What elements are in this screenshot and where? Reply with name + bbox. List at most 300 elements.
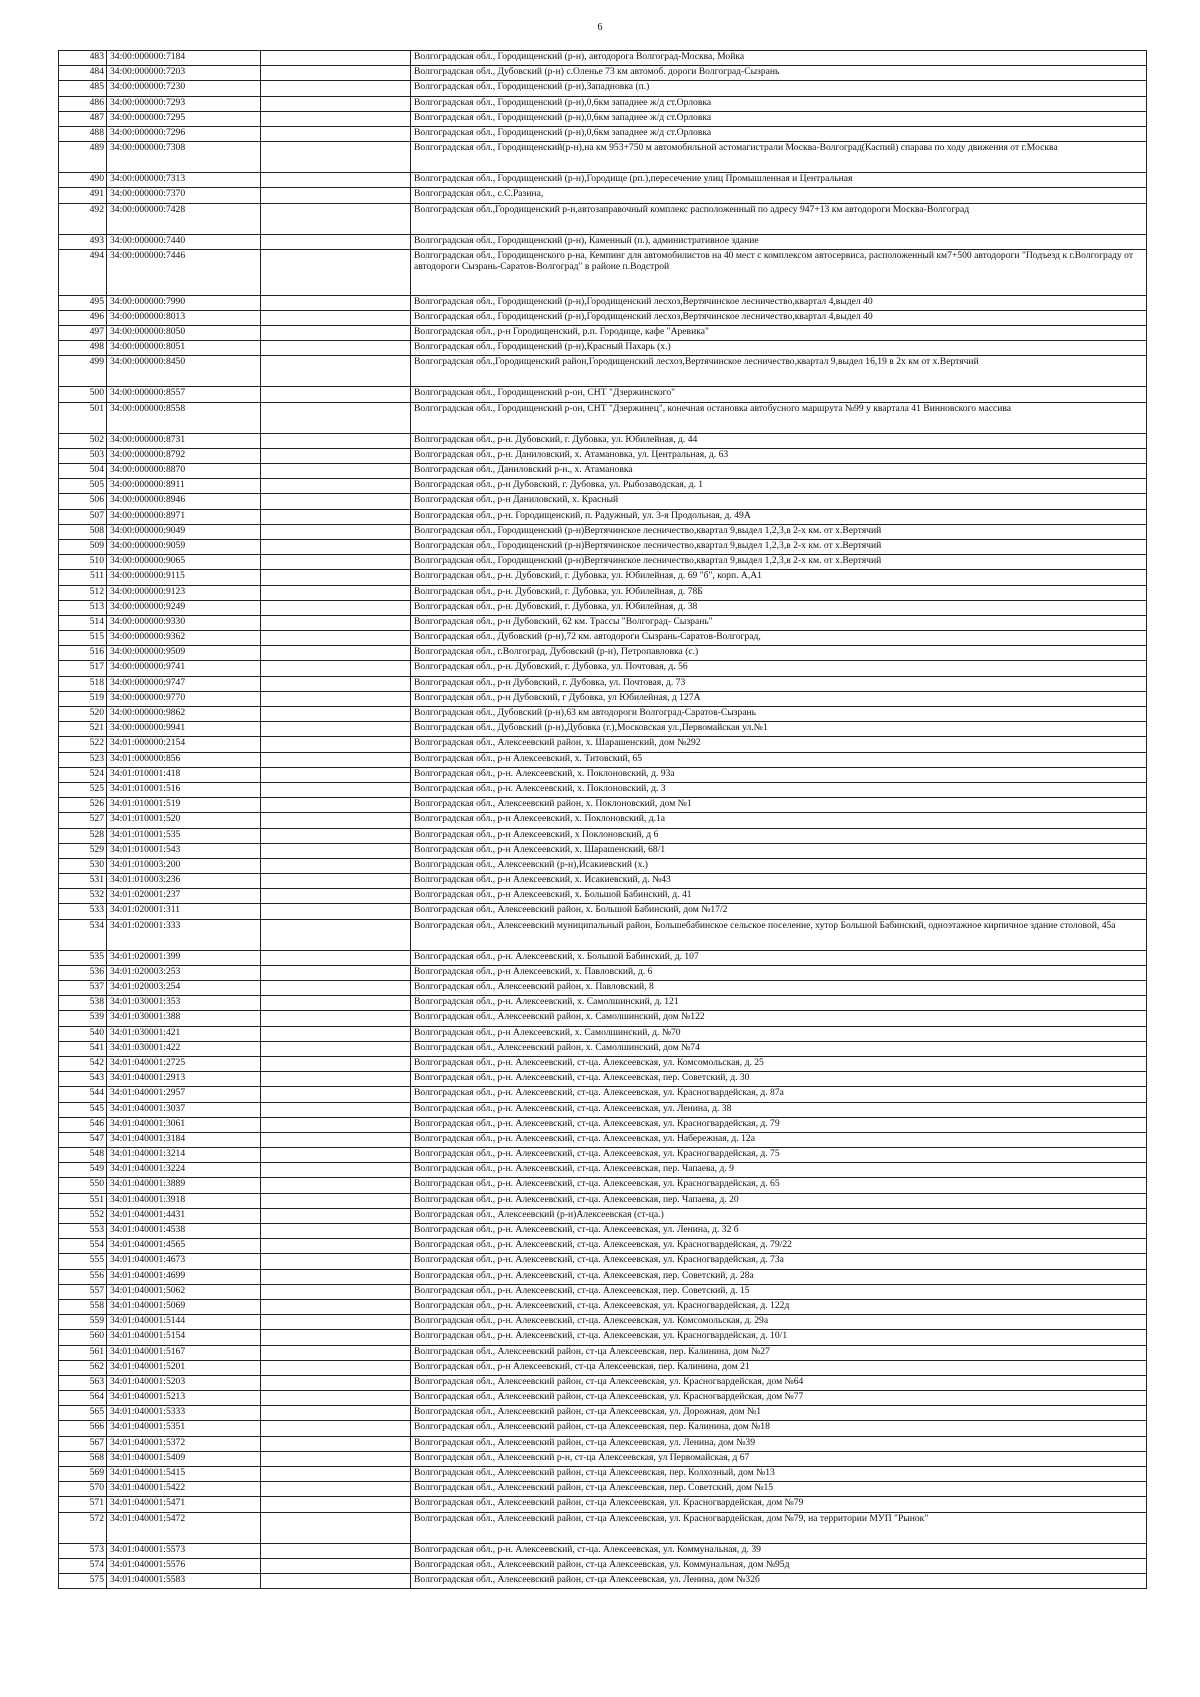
row-number-cell: 516: [59, 646, 107, 661]
row-number-cell: 505: [59, 479, 107, 494]
table-row: [59, 585, 1147, 600]
empty-cell: [261, 326, 411, 341]
address-cell: Волгоградская обл., Алексеевский район, ст-ца Алексеевская, ул. Ленина, дом №39: [411, 1436, 1147, 1451]
cadastral-number-cell: 34:00:000000:7446: [107, 249, 261, 295]
table-row: [59, 919, 1147, 950]
table-row: [59, 1132, 1147, 1147]
cadastral-number-cell: 34:00:000000:9747: [107, 676, 261, 691]
table-row: [59, 676, 1147, 691]
table-row: [59, 1056, 1147, 1071]
empty-cell: [261, 1072, 411, 1087]
row-number-cell: 537: [59, 981, 107, 996]
empty-cell: [261, 81, 411, 96]
empty-cell: [261, 889, 411, 904]
empty-cell: [261, 1315, 411, 1330]
table-row: [59, 142, 1147, 173]
address-cell: Волгоградская обл., р-н. Алексеевский, ст-ца. Алексеевская, ул. Красногвардейская, д. 73а: [411, 1254, 1147, 1269]
empty-cell: [261, 1421, 411, 1436]
cadastral-number-cell: 34:00:000000:7203: [107, 66, 261, 81]
cadastral-number-cell: 34:01:040001:5144: [107, 1315, 261, 1330]
table-row: [59, 1148, 1147, 1163]
row-number-cell: 574: [59, 1558, 107, 1573]
address-cell: Волгоградская обл., р-н. Алексеевский, ст-ца. Алексеевская, пер. Чапаева, д. 20: [411, 1193, 1147, 1208]
empty-cell: [261, 874, 411, 889]
table-row: [59, 631, 1147, 646]
empty-cell: [261, 1451, 411, 1466]
empty-cell: [261, 1178, 411, 1193]
address-cell: Волгоградская обл., р-н. Алексеевский, х. Большой Бабинский, д. 107: [411, 950, 1147, 965]
cadastral-number-cell: 34:01:000000:2154: [107, 737, 261, 752]
table-row: [59, 433, 1147, 448]
cadastral-number-cell: 34:00:000000:8870: [107, 464, 261, 479]
cadastral-number-cell: 34:01:040001:3224: [107, 1163, 261, 1178]
row-number-cell: 486: [59, 96, 107, 111]
row-number-cell: 518: [59, 676, 107, 691]
empty-cell: [261, 188, 411, 203]
table-row: [59, 874, 1147, 889]
row-number-cell: 500: [59, 387, 107, 402]
table-row: [59, 1375, 1147, 1390]
address-cell: Волгоградская обл., р-н Дубовский, г. Дубовка, ул. Рыбозаводская, д. 1: [411, 479, 1147, 494]
cadastral-number-cell: 34:01:010003:236: [107, 874, 261, 889]
table-row: [59, 965, 1147, 980]
address-cell: Волгоградская обл., Алексеевский (р-н),Исакиевский (х.): [411, 858, 1147, 873]
row-number-cell: 560: [59, 1330, 107, 1345]
row-number-cell: 564: [59, 1391, 107, 1406]
address-cell: Волгоградская обл., р-н. Алексеевский, ст-ца. Алексеевская, ул. Комсомольская, д. 29а: [411, 1315, 1147, 1330]
row-number-cell: 573: [59, 1543, 107, 1558]
table-row: [59, 1467, 1147, 1482]
row-number-cell: 566: [59, 1421, 107, 1436]
row-number-cell: 509: [59, 539, 107, 554]
table-row: [59, 1360, 1147, 1375]
table-row: [59, 356, 1147, 387]
empty-cell: [261, 996, 411, 1011]
address-cell: Волгоградская обл., Дубовский (р-н),63 км автодороги Волгоград-Саратов-Сызрань: [411, 707, 1147, 722]
address-cell: Волгоградская обл., р-н. Алексеевский, ст-ца. Алексеевская, пер. Советский, д. 28а: [411, 1269, 1147, 1284]
empty-cell: [261, 433, 411, 448]
table-row: [59, 1573, 1147, 1588]
empty-cell: [261, 66, 411, 81]
cadastral-number-cell: 34:01:040001:4431: [107, 1208, 261, 1223]
table-row: [59, 1026, 1147, 1041]
cadastral-number-cell: 34:00:000000:7295: [107, 111, 261, 126]
cadastral-number-cell: 34:01:040001:5422: [107, 1482, 261, 1497]
address-cell: Волгоградская обл., р-н. Даниловский, х. Атамановка, ул. Центральная, д. 63: [411, 448, 1147, 463]
cadastral-number-cell: 34:00:000000:9770: [107, 691, 261, 706]
empty-cell: [261, 1208, 411, 1223]
address-cell: Волгоградская обл., р-н. Дубовский, г. Дубовка, ул. Юбилейная, д. 44: [411, 433, 1147, 448]
address-cell: Волгоградская обл., р-н. Алексеевский, ст-ца. Алексеевская, ул. Красногвардейская, д. 79/22: [411, 1239, 1147, 1254]
table-row: [59, 1117, 1147, 1132]
empty-cell: [261, 1406, 411, 1421]
empty-cell: [261, 509, 411, 524]
address-cell: Волгоградская обл.,Городищенский р-н,автозаправочный комплекс расположенный по адресу 947+13 км автодороги Москва-Волгоград: [411, 203, 1147, 234]
row-number-cell: 483: [59, 51, 107, 66]
cadastral-number-cell: 34:01:040001:5409: [107, 1451, 261, 1466]
row-number-cell: 493: [59, 234, 107, 249]
empty-cell: [261, 464, 411, 479]
address-cell: Волгоградская обл., р-н. Алексеевский, ст-ца. Алексеевская, ул. Ленина, д. 32 б: [411, 1224, 1147, 1239]
empty-cell: [261, 173, 411, 188]
row-number-cell: 554: [59, 1239, 107, 1254]
empty-cell: [261, 539, 411, 554]
empty-cell: [261, 1056, 411, 1071]
empty-cell: [261, 1193, 411, 1208]
cadastral-number-cell: 34:00:000000:7990: [107, 295, 261, 310]
empty-cell: [261, 142, 411, 173]
row-number-cell: 513: [59, 600, 107, 615]
table-row: [59, 661, 1147, 676]
address-cell: Волгоградская обл., Дубовский (р-н),Дубовка (г.),Московская ул.,Первомайская ул.№1: [411, 722, 1147, 737]
table-row: [59, 326, 1147, 341]
cadastral-number-cell: 34:01:040001:2913: [107, 1072, 261, 1087]
table-row: [59, 402, 1147, 433]
address-cell: Волгоградская обл., Городищенский (р-н),Красный Пахарь (х.): [411, 341, 1147, 356]
address-cell: Волгоградская обл., Алексеевский район, ст-ца Алексеевская, пер. Калинина, дом №18: [411, 1421, 1147, 1436]
address-cell: Волгоградская обл., Алексеевский район, ст-ца Алексеевская, ул. Красногвардейская, дом №64: [411, 1375, 1147, 1390]
table-row: [59, 570, 1147, 585]
address-cell: Волгоградская обл., р-н. Алексеевский, ст-ца. Алексеевская, ул. Набережная, д. 12а: [411, 1132, 1147, 1147]
cadastral-number-cell: 34:01:040001:5573: [107, 1543, 261, 1558]
table-row: [59, 111, 1147, 126]
cadastral-number-cell: 34:00:000000:9741: [107, 661, 261, 676]
empty-cell: [261, 1482, 411, 1497]
row-number-cell: 550: [59, 1178, 107, 1193]
table-row: [59, 1072, 1147, 1087]
row-number-cell: 525: [59, 782, 107, 797]
row-number-cell: 496: [59, 310, 107, 325]
empty-cell: [261, 1087, 411, 1102]
address-cell: Волгоградская обл., р-н Алексеевский, ст-ца Алексеевская, пер. Калинина, дом 21: [411, 1360, 1147, 1375]
empty-cell: [261, 843, 411, 858]
empty-cell: [261, 356, 411, 387]
empty-cell: [261, 813, 411, 828]
row-number-cell: 532: [59, 889, 107, 904]
table-row: [59, 494, 1147, 509]
empty-cell: [261, 1011, 411, 1026]
row-number-cell: 488: [59, 126, 107, 141]
table-row: [59, 1406, 1147, 1421]
empty-cell: [261, 1360, 411, 1375]
address-cell: Волгоградская обл., Алексеевский район, ст-ца Алексеевская, ул. Дорожная, дом №1: [411, 1406, 1147, 1421]
cadastral-number-cell: 34:01:040001:5062: [107, 1284, 261, 1299]
empty-cell: [261, 249, 411, 295]
row-number-cell: 541: [59, 1041, 107, 1056]
table-row: [59, 310, 1147, 325]
cadastral-number-cell: 34:01:030001:388: [107, 1011, 261, 1026]
table-row: [59, 1208, 1147, 1223]
empty-cell: [261, 782, 411, 797]
row-number-cell: 571: [59, 1497, 107, 1512]
empty-cell: [261, 691, 411, 706]
row-number-cell: 552: [59, 1208, 107, 1223]
row-number-cell: 562: [59, 1360, 107, 1375]
table-row: [59, 341, 1147, 356]
row-number-cell: 530: [59, 858, 107, 873]
address-cell: Волгоградская обл., Алексеевский район, х. Поклоновский, дом №1: [411, 798, 1147, 813]
row-number-cell: 494: [59, 249, 107, 295]
cadastral-number-cell: 34:01:040001:2957: [107, 1087, 261, 1102]
address-cell: Волгоградская обл., Городищенский (р-н), автодорога Волгоград-Москва, Мойка: [411, 51, 1147, 66]
cadastral-number-cell: 34:00:000000:8971: [107, 509, 261, 524]
empty-cell: [261, 661, 411, 676]
address-cell: Волгоградская обл., р-н Городищенский, р.п. Городище, кафе "Аревика": [411, 326, 1147, 341]
table-row: [59, 387, 1147, 402]
row-number-cell: 531: [59, 874, 107, 889]
row-number-cell: 487: [59, 111, 107, 126]
empty-cell: [261, 1102, 411, 1117]
empty-cell: [261, 615, 411, 630]
cadastral-number-cell: 34:00:000000:7184: [107, 51, 261, 66]
table-row: [59, 234, 1147, 249]
empty-cell: [261, 1436, 411, 1451]
table-row: [59, 1482, 1147, 1497]
address-cell: Волгоградская обл., р-н Алексеевский, х. Павловский, д. 6: [411, 965, 1147, 980]
registry-table: [58, 50, 1147, 1589]
empty-cell: [261, 752, 411, 767]
row-number-cell: 569: [59, 1467, 107, 1482]
row-number-cell: 520: [59, 707, 107, 722]
cadastral-number-cell: 34:01:040001:5583: [107, 1573, 261, 1588]
empty-cell: [261, 676, 411, 691]
address-cell: Волгоградская обл., р-н. Алексеевский, ст-ца. Алексеевская, ул. Комсомольская, д. 25: [411, 1056, 1147, 1071]
row-number-cell: 511: [59, 570, 107, 585]
table-row: [59, 707, 1147, 722]
cadastral-number-cell: 34:00:000000:9862: [107, 707, 261, 722]
cadastral-number-cell: 34:01:040001:3184: [107, 1132, 261, 1147]
table-row: [59, 1284, 1147, 1299]
table-row: [59, 1330, 1147, 1345]
table-row: [59, 1299, 1147, 1314]
cadastral-number-cell: 34:00:000000:9115: [107, 570, 261, 585]
address-cell: Волгоградская обл., р-н Алексеевский, х. Самолшинский, д. №70: [411, 1026, 1147, 1041]
address-cell: Волгоградская обл., Городищенский(р-н),на км 953+750 м автомобильной астомагистрали Москва-Волгоград(Каспий) спарава по ходу движения от г.Москва: [411, 142, 1147, 173]
empty-cell: [261, 1254, 411, 1269]
cadastral-number-cell: 34:01:020003:254: [107, 981, 261, 996]
table-row: [59, 126, 1147, 141]
cadastral-number-cell: 34:00:000000:8450: [107, 356, 261, 387]
address-cell: Волгоградская обл., Алексеевский район, х. Самолшинский, дом №74: [411, 1041, 1147, 1056]
table-row: [59, 600, 1147, 615]
address-cell: Волгоградская обл., р-н. Алексеевский, х. Поклоновский, д. 3: [411, 782, 1147, 797]
address-cell: Волгоградская обл., р-н. Алексеевский, ст-ца. Алексеевская, ул. Коммунальная, д. 39: [411, 1543, 1147, 1558]
cadastral-number-cell: 34:00:000000:9059: [107, 539, 261, 554]
cadastral-number-cell: 34:01:010001:418: [107, 767, 261, 782]
table-row: [59, 1497, 1147, 1512]
table-row: [59, 858, 1147, 873]
table-row: [59, 828, 1147, 843]
empty-cell: [261, 1512, 411, 1543]
address-cell: Волгоградская обл., Городищенский (р-н),Западновка (п.): [411, 81, 1147, 96]
empty-cell: [261, 965, 411, 980]
empty-cell: [261, 310, 411, 325]
empty-cell: [261, 1375, 411, 1390]
row-number-cell: 556: [59, 1269, 107, 1284]
empty-cell: [261, 96, 411, 111]
cadastral-number-cell: 34:01:020003:253: [107, 965, 261, 980]
table-row: [59, 981, 1147, 996]
row-number-cell: 553: [59, 1224, 107, 1239]
row-number-cell: 484: [59, 66, 107, 81]
row-number-cell: 559: [59, 1315, 107, 1330]
table-row: [59, 555, 1147, 570]
row-number-cell: 545: [59, 1102, 107, 1117]
row-number-cell: 540: [59, 1026, 107, 1041]
address-cell: Волгоградская обл., Алексеевский район, ст-ца Алексеевская, ул. Коммунальная, дом №95д: [411, 1558, 1147, 1573]
empty-cell: [261, 1239, 411, 1254]
address-cell: Волгоградская обл., р-н. Алексеевский, ст-ца. Алексеевская, ул. Ленина, д. 38: [411, 1102, 1147, 1117]
row-number-cell: 543: [59, 1072, 107, 1087]
row-number-cell: 517: [59, 661, 107, 676]
row-number-cell: 572: [59, 1512, 107, 1543]
empty-cell: [261, 203, 411, 234]
cadastral-number-cell: 34:00:000000:9941: [107, 722, 261, 737]
address-cell: Волгоградская обл., р-н Дубовский, г. Дубовка, ул. Почтовая, д. 73: [411, 676, 1147, 691]
empty-cell: [261, 126, 411, 141]
empty-cell: [261, 448, 411, 463]
table-row: [59, 996, 1147, 1011]
row-number-cell: 575: [59, 1573, 107, 1588]
address-cell: Волгоградская обл., р-н. Дубовский, г. Дубовка, ул. Юбилейная, д. 78Б: [411, 585, 1147, 600]
address-cell: Волгоградская обл., г.Волгоград, Дубовский (р-н), Петропавловка (с.): [411, 646, 1147, 661]
row-number-cell: 506: [59, 494, 107, 509]
cadastral-number-cell: 34:01:010001:543: [107, 843, 261, 858]
address-cell: Волгоградская обл., Алексеевский район, ст-ца Алексеевская, пер. Колхозный, дом №13: [411, 1467, 1147, 1482]
table-row: [59, 1558, 1147, 1573]
address-cell: Волгоградская обл., Городищенский р-он, СНТ "Дзержинец", конечная остановка автобусного маршрута №99 у квартала 41 Винновского массива: [411, 402, 1147, 433]
table-row: [59, 1102, 1147, 1117]
cadastral-number-cell: 34:01:040001:5069: [107, 1299, 261, 1314]
registry-table-body: [59, 51, 1147, 1589]
address-cell: Волгоградская обл., р-н Даниловский, х. Красный: [411, 494, 1147, 509]
table-row: [59, 1391, 1147, 1406]
table-row: [59, 1345, 1147, 1360]
cadastral-number-cell: 34:01:010001:520: [107, 813, 261, 828]
table-row: [59, 904, 1147, 919]
table-row: [59, 173, 1147, 188]
empty-cell: [261, 858, 411, 873]
table-row: [59, 813, 1147, 828]
empty-cell: [261, 1467, 411, 1482]
row-number-cell: 495: [59, 295, 107, 310]
address-cell: Волгоградская обл., р-н. Алексеевский, ст-ца. Алексеевская, ул. Красногвардейская, д. 65: [411, 1178, 1147, 1193]
address-cell: Волгоградская обл., Алексеевский (р-н)Алексеевская (ст-ца.): [411, 1208, 1147, 1223]
row-number-cell: 528: [59, 828, 107, 843]
empty-cell: [261, 904, 411, 919]
empty-cell: [261, 479, 411, 494]
table-row: [59, 1254, 1147, 1269]
row-number-cell: 492: [59, 203, 107, 234]
empty-cell: [261, 494, 411, 509]
address-cell: Волгоградская обл., р-н. Алексеевский, ст-ца. Алексеевская, ул. Красногвардейская, д. 79: [411, 1117, 1147, 1132]
cadastral-number-cell: 34:00:000000:8557: [107, 387, 261, 402]
cadastral-number-cell: 34:01:040001:4538: [107, 1224, 261, 1239]
cadastral-number-cell: 34:01:040001:5203: [107, 1375, 261, 1390]
row-number-cell: 557: [59, 1284, 107, 1299]
empty-cell: [261, 950, 411, 965]
address-cell: Волгоградская обл., р-н Алексеевский, х Поклоновский, д 6: [411, 828, 1147, 843]
address-cell: Волгоградская обл., Алексеевский район, ст-ца Алексеевская, ул. Красногвардейская, дом №77: [411, 1391, 1147, 1406]
address-cell: Волгоградская обл., Дубовский (р-н) с.Оленье 73 км автомоб. дороги Волгоград-Сызрань: [411, 66, 1147, 81]
row-number-cell: 538: [59, 996, 107, 1011]
cadastral-number-cell: 34:01:010001:519: [107, 798, 261, 813]
table-row: [59, 615, 1147, 630]
row-number-cell: 515: [59, 631, 107, 646]
row-number-cell: 539: [59, 1011, 107, 1026]
row-number-cell: 523: [59, 752, 107, 767]
cadastral-number-cell: 34:01:010001:516: [107, 782, 261, 797]
table-row: [59, 782, 1147, 797]
empty-cell: [261, 1269, 411, 1284]
row-number-cell: 498: [59, 341, 107, 356]
table-row: [59, 1239, 1147, 1254]
empty-cell: [261, 1573, 411, 1588]
row-number-cell: 546: [59, 1117, 107, 1132]
empty-cell: [261, 1132, 411, 1147]
address-cell: Волгоградская обл., р-н. Алексеевский, ст-ца. Алексеевская, ул. Красногвардейская, д. 10/1: [411, 1330, 1147, 1345]
row-number-cell: 558: [59, 1299, 107, 1314]
cadastral-number-cell: 34:01:040001:5333: [107, 1406, 261, 1421]
empty-cell: [261, 1543, 411, 1558]
row-number-cell: 551: [59, 1193, 107, 1208]
address-cell: Волгоградская обл., Алексеевский район, ст-ца Алексеевская, пер. Калинина, дом №27: [411, 1345, 1147, 1360]
empty-cell: [261, 1163, 411, 1178]
table-row: [59, 203, 1147, 234]
row-number-cell: 567: [59, 1436, 107, 1451]
table-row: [59, 1421, 1147, 1436]
address-cell: Волгоградская обл., Алексеевский муниципальный район, Большебабинское сельское поселение, хутор Большой Бабинский, одноэтажное кирпичное здание столовой, 45а: [411, 919, 1147, 950]
table-row: [59, 646, 1147, 661]
cadastral-number-cell: 34:01:040001:3214: [107, 1148, 261, 1163]
table-row: [59, 1041, 1147, 1056]
table-row: [59, 767, 1147, 782]
cadastral-number-cell: 34:00:000000:8051: [107, 341, 261, 356]
address-cell: Волгоградская обл., Алексеевский район, х. Шарашенский, дом №292: [411, 737, 1147, 752]
table-row: [59, 1087, 1147, 1102]
address-cell: Волгоградская обл., р-н. Алексеевский, ст-ца. Алексеевская, ул. Красногвардейская, д. 122д: [411, 1299, 1147, 1314]
cadastral-number-cell: 34:01:040001:3037: [107, 1102, 261, 1117]
cadastral-number-cell: 34:01:040001:4673: [107, 1254, 261, 1269]
row-number-cell: 542: [59, 1056, 107, 1071]
address-cell: Волгоградская обл., Городищенский (р-н)Вертячинское лесничество,квартал 9,выдел 1,2,3,в 2-х км. от х.Вертячий: [411, 524, 1147, 539]
empty-cell: [261, 402, 411, 433]
cadastral-number-cell: 34:00:000000:8911: [107, 479, 261, 494]
address-cell: Волгоградская обл., Городищенский (р-н),0,6км западнее ж/д ст.Орловка: [411, 111, 1147, 126]
cadastral-number-cell: 34:00:000000:7313: [107, 173, 261, 188]
empty-cell: [261, 585, 411, 600]
empty-cell: [261, 600, 411, 615]
address-cell: Волгоградская обл., Дубовский (р-н),72 км. автодороги Сызрань-Саратов-Волгоград,: [411, 631, 1147, 646]
cadastral-number-cell: 34:01:040001:5201: [107, 1360, 261, 1375]
cadastral-number-cell: 34:00:000000:8946: [107, 494, 261, 509]
registry-table-container: [58, 50, 1146, 1589]
empty-cell: [261, 798, 411, 813]
address-cell: Волгоградская обл., р-н. Дубовский, г. Дубовка, ул. Юбилейная, д. 38: [411, 600, 1147, 615]
empty-cell: [261, 51, 411, 66]
address-cell: Волгоградская обл., Алексеевский район, х. Большой Бабинский, дом №17/2: [411, 904, 1147, 919]
row-number-cell: 568: [59, 1451, 107, 1466]
cadastral-number-cell: 34:01:040001:5415: [107, 1467, 261, 1482]
cadastral-number-cell: 34:01:010001:535: [107, 828, 261, 843]
cadastral-number-cell: 34:01:040001:5472: [107, 1512, 261, 1543]
empty-cell: [261, 555, 411, 570]
address-cell: Волгоградская обл., р-н. Алексеевский, х. Поклоновский, д. 93а: [411, 767, 1147, 782]
address-cell: Волгоградская обл., р-н. Алексеевский, ст-ца. Алексеевская, пер. Советский, д. 30: [411, 1072, 1147, 1087]
empty-cell: [261, 1224, 411, 1239]
cadastral-number-cell: 34:00:000000:9330: [107, 615, 261, 630]
table-row: [59, 843, 1147, 858]
